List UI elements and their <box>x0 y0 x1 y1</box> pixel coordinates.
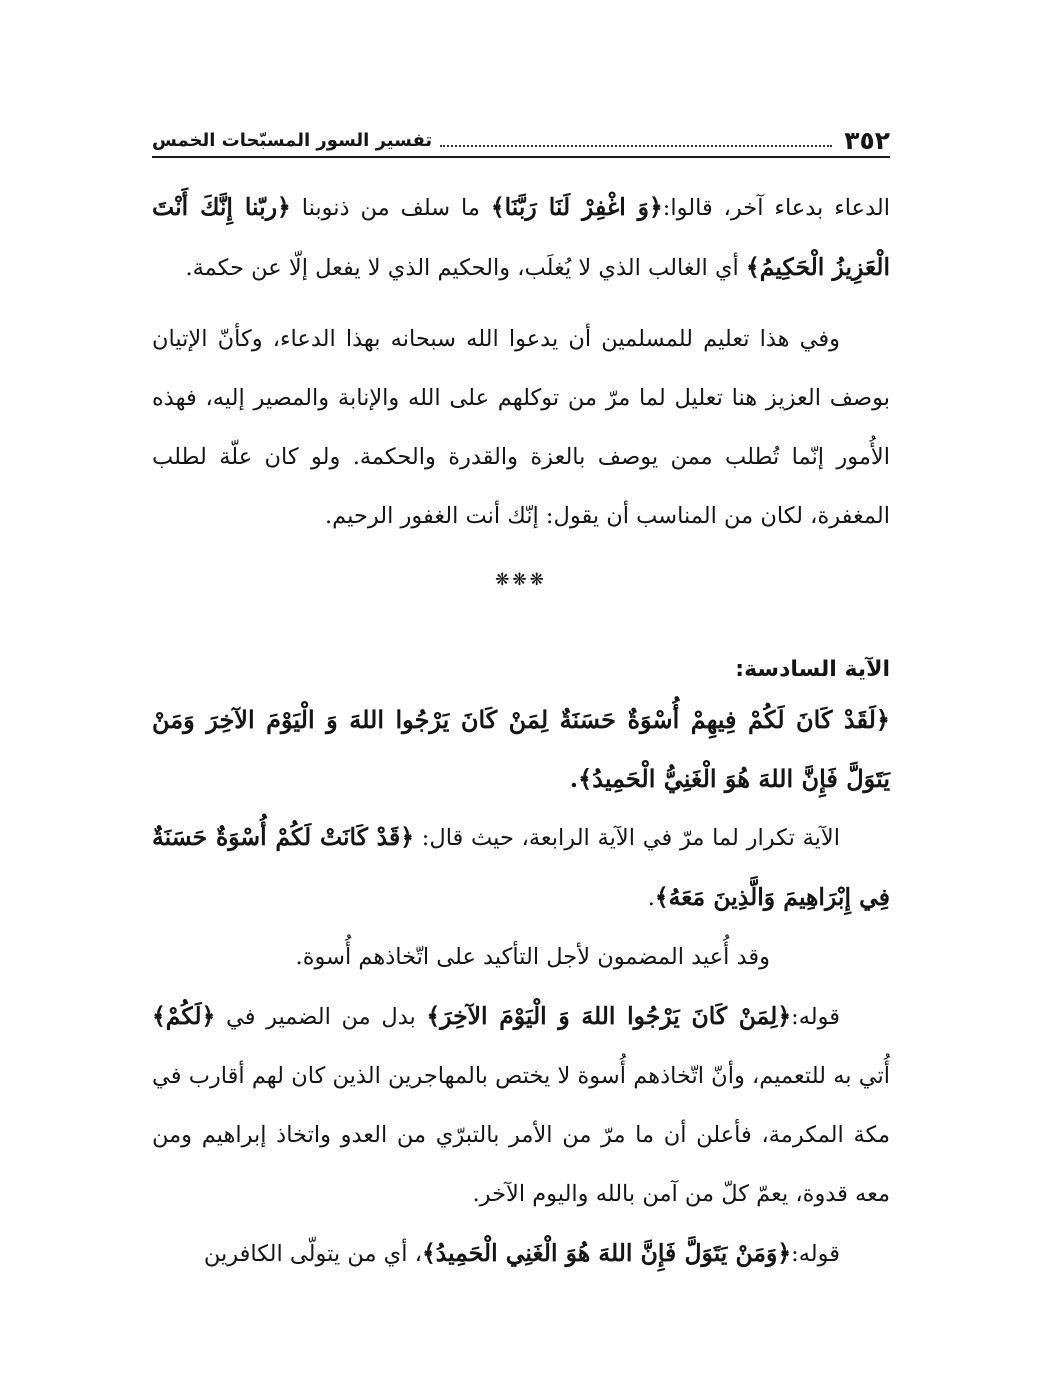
text-run: أُتي به للتعميم، وأنّ اتّخاذهم أُسوة لا يختص بالمهاجرين الذين كان لهم أقارب في مكة المكرمة، فأعلن أن ما مرّ من الأمر بالتبرّي من العدو واتخاذ إبراهيم ومن معه قدوة، يعمّ كلّ من آمن بالله واليوم الآخر. <box>152 1063 890 1207</box>
page-number: ٣٥٢ <box>844 126 890 155</box>
text-run: قوله: <box>791 1004 840 1030</box>
quran-quote: ﴿وَمَنْ يَتَوَلَّ فَإِنَّ اللهَ هُوَ الْغَنِي الْحَمِيدُ﴾ <box>421 1239 792 1267</box>
text-run: الآية تكرار لما مرّ في الآية الرابعة، حيث قال: <box>414 825 840 851</box>
text-run: . <box>647 885 655 911</box>
quran-quote: ﴿قَدْ كَانَتْ لَكُمْ أُسْوَةٌ حَسَنَةٌ فِي إِبْرَاهِيمَ وَالَّذِينَ مَعَهُ﴾ <box>152 823 890 911</box>
header-dotted-leader <box>440 145 832 147</box>
quran-quote: ﴿ربّنا إِنَّكَ أَنْتَ الْعَزِيزُ الْحَكِيمُ﴾ <box>152 193 890 281</box>
text-run: أي الغالب الذي لا يُغلَب، والحكيم الذي لا يفعل إلّا عن حكمة. <box>185 255 746 281</box>
paragraph-1 <box>152 178 890 298</box>
paragraph-2: وفي هذا تعليم للمسلمين أن يدعوا الله سبحانه بهذا الدعاء، وكأنّ الإتيان بوصف العزيز هنا تعليل لما مرّ من توكلهم على الله والإنابة والمصير إليه، فهذه الأُمور إنّما تُطلب ممن يوصف بالعزة والقدرة والحكمة. ولو كان علّة لطلب المغفرة، لكان من المناسب أن يقول: إنّك أنت الغفور الرحيم. <box>152 326 890 529</box>
text-run: قوله: <box>791 1241 840 1267</box>
paragraph-3 <box>152 808 890 928</box>
quran-quote: ﴿لَكُمْ﴾ <box>152 1002 216 1030</box>
page-header <box>152 118 890 158</box>
running-title: تفسير السور المسبّحات الخمس <box>152 130 433 151</box>
book-page <box>152 118 890 1284</box>
paragraph-5 <box>152 987 890 1224</box>
page-body <box>152 178 890 1284</box>
quran-quote: ﴿لِمَنْ كَانَ يَرْجُوا اللهَ وَ الْيَوْمَ الآخِرَ﴾ <box>426 1002 792 1030</box>
quran-quote: ﴿وَ اغْفِرْ لَنَا رَبَّنَا﴾ <box>490 193 663 221</box>
section-heading: الآية السادسة: <box>735 657 890 682</box>
verse-block: ﴿لَقَدْ كَانَ لَكُمْ فِيهِمْ أُسْوَةٌ حَسَنَةٌ لِمَنْ كَانَ يَرْجُوا اللهَ وَ الْيَوْمَ الآخِرَ وَمَنْ يَتَوَلَّ فَإِنَّ اللهَ هُوَ الْغَنِيُّ الْحَمِيدُ﴾. <box>152 705 890 793</box>
text-run: بدل من الضمير في <box>215 1004 427 1030</box>
paragraph-4: وقد أُعيد المضمون لأجل التأكيد على اتّخاذهم أُسوة. <box>295 944 770 970</box>
paragraph-6 <box>152 1224 890 1284</box>
section-separator: ❋❋❋ <box>495 570 547 590</box>
text-run: الدعاء بدعاء آخر، قالوا: <box>662 195 890 221</box>
text-run: ، أي من يتولّى الكافرين <box>203 1241 422 1267</box>
text-run: ما سلف من ذنوبنا <box>290 195 491 221</box>
